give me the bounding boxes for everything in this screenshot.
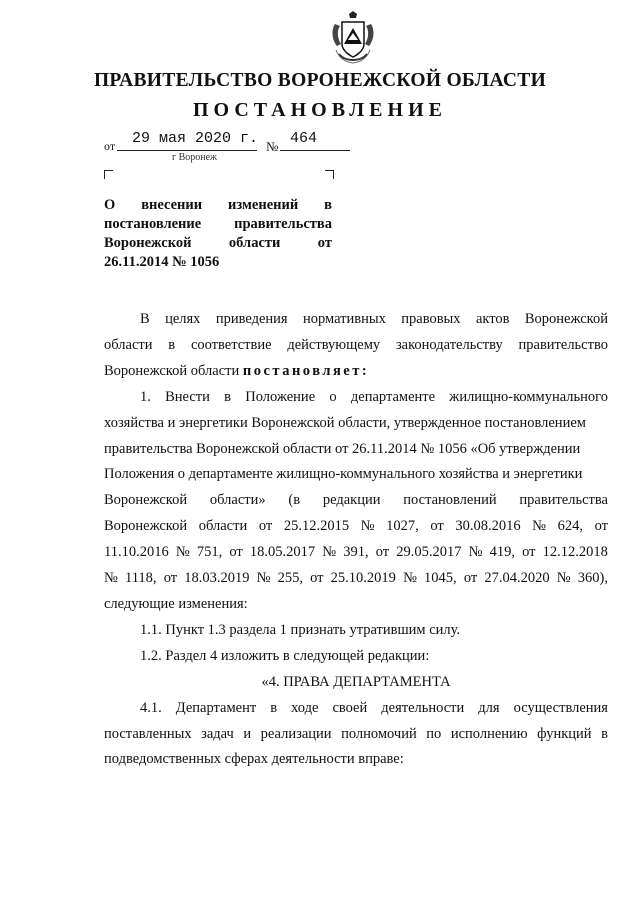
word: от — [317, 235, 332, 251]
word: департаменте — [350, 388, 436, 405]
intro-line — [104, 333, 608, 359]
section-heading: «4. ПРАВА ДЕПАРТАМЕНТА — [261, 673, 451, 690]
number-label: № — [266, 139, 279, 154]
subject-line — [104, 234, 332, 253]
word: в — [324, 197, 332, 213]
word: № — [468, 544, 483, 561]
word: 391, — [343, 544, 369, 561]
word: области — [198, 518, 248, 535]
word: в — [168, 336, 176, 353]
text-line — [104, 462, 608, 488]
word: 1. — [140, 388, 151, 405]
word: постановлений — [403, 492, 497, 509]
word: от — [375, 544, 390, 561]
word: соответствие — [190, 336, 272, 353]
word: законодательству — [395, 336, 503, 353]
word: поставленных — [104, 725, 192, 742]
word: № — [322, 544, 337, 561]
word: 11.10.2016 — [104, 544, 169, 561]
word: № — [403, 570, 417, 587]
word: действующему — [287, 336, 381, 353]
word: правительства — [519, 492, 608, 509]
word: актов — [475, 311, 510, 327]
word: (в — [288, 492, 301, 509]
word: Департамент — [175, 699, 257, 716]
item-1-last-line: следующие изменения: — [104, 595, 248, 612]
word: изменений — [228, 197, 299, 213]
word: исполнению — [450, 725, 528, 742]
word: № — [104, 570, 118, 587]
word: области — [104, 336, 153, 353]
word: от — [310, 570, 324, 587]
text-line — [104, 514, 608, 540]
word: области — [228, 235, 281, 251]
word: от — [463, 570, 478, 587]
word: № — [256, 570, 271, 587]
word: от — [430, 518, 444, 535]
word: от — [258, 518, 273, 535]
word: хозяйства и энергетики Воронежской области, утвержденное постановлением — [104, 414, 586, 431]
document-body — [104, 307, 608, 773]
word: ходе — [291, 699, 319, 716]
subject-line — [104, 196, 332, 215]
word: № — [532, 518, 546, 535]
intro-line — [104, 359, 608, 385]
item-1 — [104, 385, 608, 592]
word: 360), — [577, 570, 608, 587]
item-1-1: 1.1. Пункт 1.3 раздела 1 признать утратившим силу. — [140, 621, 461, 638]
word: правительства Воронежской области от 26.11.2014 № 1056 «Об утверждении — [104, 440, 581, 457]
word: деятельности — [381, 699, 465, 716]
word: 1027, — [386, 518, 419, 535]
document-subject — [104, 196, 332, 272]
word: 25.10.2019 — [330, 570, 396, 587]
word: постановление — [104, 216, 202, 232]
word: жилищно-коммунального — [449, 388, 608, 405]
word: 18.05.2017 — [249, 544, 316, 561]
organization-title: ПРАВИТЕЛЬСТВО ВОРОНЕЖСКОЙ ОБЛАСТИ — [93, 70, 547, 91]
word: целях — [165, 311, 201, 327]
text-line — [104, 566, 608, 592]
word: 26.11.2014 № 1056 — [104, 254, 220, 270]
word: О — [104, 197, 116, 213]
word: осуществления — [513, 699, 608, 716]
word: правовых — [401, 311, 461, 327]
subject-corner-right — [325, 170, 334, 179]
word: 255, — [277, 570, 303, 587]
word: 751, — [196, 544, 223, 561]
word: 30.08.2016 — [455, 518, 521, 535]
word: Воронежской — [104, 518, 188, 535]
item-4-1 — [104, 696, 608, 748]
word: В — [140, 311, 150, 327]
word: Положение — [245, 388, 316, 405]
decree-word: постановляет: — [242, 362, 370, 379]
word: внесении — [141, 197, 203, 213]
item-4-1-last-line: подведомственных сферах деятельности вправе: — [104, 751, 404, 768]
document-type-title: ПОСТАНОВЛЕНИЕ — [193, 99, 447, 121]
word: нормативных — [302, 311, 386, 327]
document-date: 29 мая 2020 г. — [132, 130, 259, 147]
date-from-label: от — [104, 139, 116, 153]
text-line — [104, 385, 608, 411]
word: своей — [332, 699, 368, 716]
subject-line — [104, 215, 332, 234]
coat-of-arms-emblem — [327, 10, 379, 66]
word: области» — [209, 492, 266, 509]
word: 29.05.2017 — [396, 544, 462, 561]
word: о — [329, 388, 337, 405]
document-number: 464 — [290, 130, 318, 147]
text-line — [104, 696, 608, 722]
word: правительство — [518, 336, 608, 353]
word: 1118, — [124, 570, 157, 587]
word: 27.04.2020 — [484, 570, 550, 587]
word: Положения о департаменте жилищно-коммунального хозяйства и энергетики — [104, 466, 583, 483]
item-1-2: 1.2. Раздел 4 изложить в следующей редакции: — [140, 647, 430, 664]
word: 25.12.2015 — [283, 518, 350, 535]
word: от — [522, 544, 536, 561]
number-underline — [280, 150, 350, 151]
word: от — [594, 518, 608, 535]
word: правительства — [234, 216, 332, 232]
word: функций — [537, 725, 592, 742]
word: по — [426, 725, 442, 742]
word: 624, — [557, 518, 583, 535]
date-underline — [117, 150, 257, 151]
word: в — [270, 699, 278, 716]
text-line — [104, 437, 608, 463]
word: Воронежской — [104, 235, 192, 251]
word: 419, — [489, 544, 515, 561]
intro-line — [104, 307, 608, 333]
word: 1045, — [424, 570, 457, 587]
city-name: г Воронеж — [172, 152, 217, 163]
word: 4.1. — [140, 699, 162, 716]
word: для — [478, 699, 500, 716]
word: 12.12.2018 — [542, 544, 608, 561]
text-line — [104, 540, 608, 566]
text-line — [104, 488, 608, 514]
word: от — [163, 570, 178, 587]
text-line — [104, 411, 608, 437]
subject-corner-left — [104, 170, 113, 179]
subject-line — [104, 253, 332, 272]
word: редакции — [322, 492, 381, 509]
word: 18.03.2019 — [184, 570, 250, 587]
word: и — [243, 725, 252, 742]
word: полномочий — [341, 725, 417, 742]
word: № — [175, 544, 190, 561]
word: Внести — [165, 388, 210, 405]
word: реализации — [260, 725, 332, 742]
word: в — [601, 725, 608, 742]
word: Воронежской — [524, 311, 608, 327]
word: в — [224, 388, 231, 405]
word: задач — [201, 725, 234, 742]
intro-text: Воронежской области — [104, 362, 243, 379]
word: приведения — [215, 311, 288, 327]
word: Воронежской — [104, 492, 188, 509]
word: № — [556, 570, 571, 587]
text-line — [104, 722, 608, 748]
word: от — [229, 544, 243, 561]
word: № — [360, 518, 375, 535]
